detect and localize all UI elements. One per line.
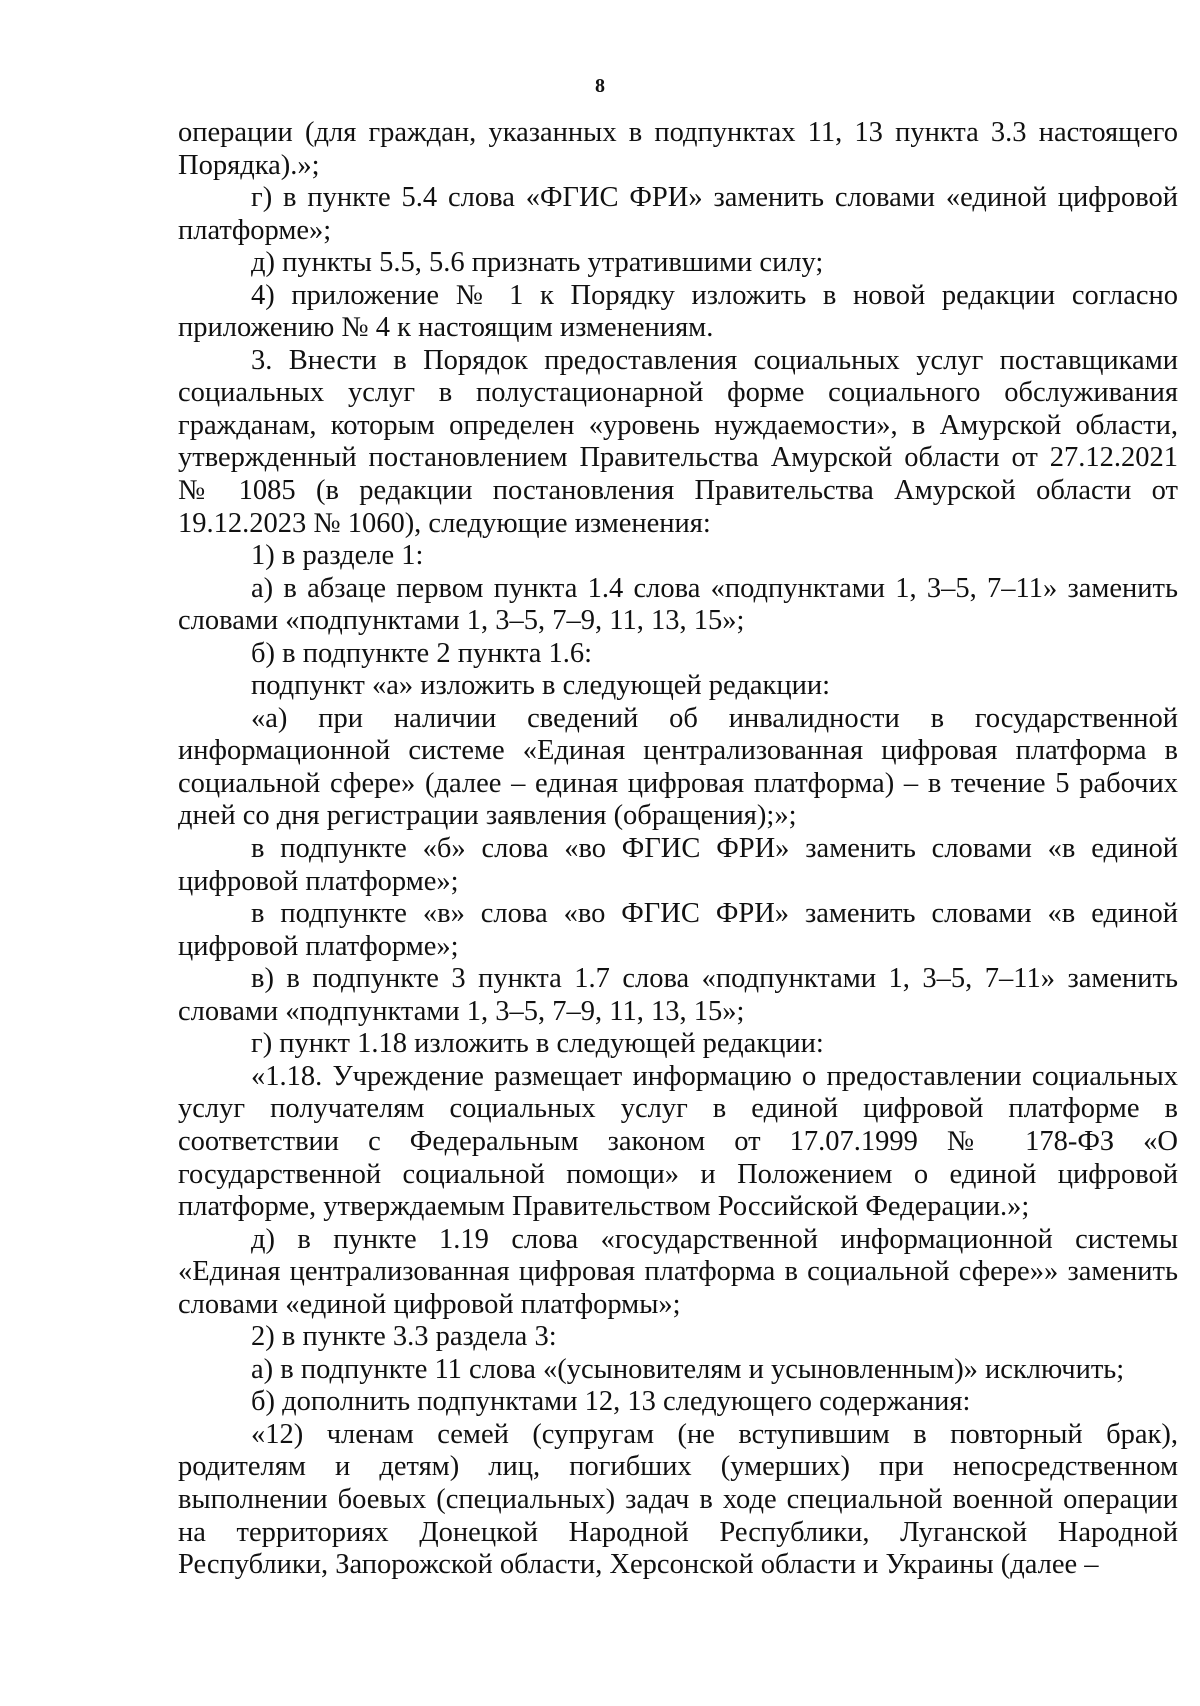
paragraph: д) пункты 5.5, 5.6 признать утратившими силу; [251, 247, 824, 279]
paragraph: 1) в разделе 1: [251, 540, 424, 572]
paragraph: а) в абзаце первом пункта 1.4 слова «подпунктами 1, 3–5, 7–11» заменить словами «подпунктами 1, 3–5, 7–9, 11, 13, 15»; [178, 572, 1178, 637]
paragraph: д) в пункте 1.19 слова «государственной информационной системы «Единая централизованная цифровая платформа в социальной сфере»» заменить словами «единой цифровой платформы»; [178, 1223, 1178, 1320]
paragraph: подпункт «а» изложить в следующей редакции: [251, 670, 830, 702]
paragraph: 2) в пункте 3.3 раздела 3: [251, 1321, 557, 1353]
paragraph: 4) приложение № 1 к Порядку изложить в новой редакции согласно приложению № 4 к настоящим изменениям. [178, 279, 1178, 344]
document-body [178, 117, 1178, 1582]
paragraph: б) дополнить подпунктами 12, 13 следующего содержания: [251, 1386, 971, 1418]
paragraph: б) в подпункте 2 пункта 1.6: [251, 637, 593, 669]
paragraph: 3. Внести в Порядок предоставления социальных услуг поставщиками социальных услуг в полустационарной форме социального обслуживания гражданам, которым определен «уровень нуждаемости», в Амурской области, утвержденный постановлением Правительства Амурской области от 27.12.2021 № 1085 (в редакции постановления Правительства Амурской области от 19.12.2023 № 1060), следующие изменения: [178, 344, 1178, 539]
paragraph: в) в подпункте 3 пункта 1.7 слова «подпунктами 1, 3–5, 7–11» заменить словами «подпунктами 1, 3–5, 7–9, 11, 13, 15»; [178, 963, 1178, 1027]
paragraph: г) пункт 1.18 изложить в следующей редакции: [251, 1028, 824, 1060]
paragraph: операции (для граждан, указанных в подпунктах 11, 13 пункта 3.3 настоящего Порядка).»; [178, 117, 1178, 181]
paragraph: «12) членам семей (супругам (не вступившим в повторный брак), родителям и детям) лиц, погибших (умерших) при непосредственном выполнении боевых (специальных) задач в ходе специальной военной операции на территориях Донецкой Народной Республики, Луганской Народной Республики, Запорожской области, Херсонской области и Украины (далее – [178, 1418, 1178, 1581]
paragraph: «а) при наличии сведений об инвалидности в государственной информационной системе «Единая централизованная цифровая платформа в социальной сфере» (далее – единая цифровая платформа) – в течение 5 рабочих дней со дня регистрации заявления (обращения);»; [178, 702, 1178, 832]
paragraph: «1.18. Учреждение размещает информацию о предоставлении социальных услуг получателям социальных услуг в единой цифровой платформе в соответствии с Федеральным законом от 17.07.1999 № 178-ФЗ «О государственной социальной помощи» и Положением о единой цифровой платформе, утверждаемым Правительством Российской Федерации.»; [178, 1060, 1178, 1223]
paragraph: в подпункте «в» слова «во ФГИС ФРИ» заменить словами «в единой цифровой платформе»; [178, 898, 1178, 962]
paragraph: в подпункте «б» слова «во ФГИС ФРИ» заменить словами «в единой цифровой платформе»; [178, 833, 1178, 897]
paragraph: г) в пункте 5.4 слова «ФГИС ФРИ» заменить словами «единой цифровой платформе»; [178, 182, 1178, 246]
paragraph: а) в подпункте 11 слова «(усыновителям и усыновленным)» исключить; [251, 1353, 1125, 1385]
page-number: 8 [595, 75, 605, 97]
